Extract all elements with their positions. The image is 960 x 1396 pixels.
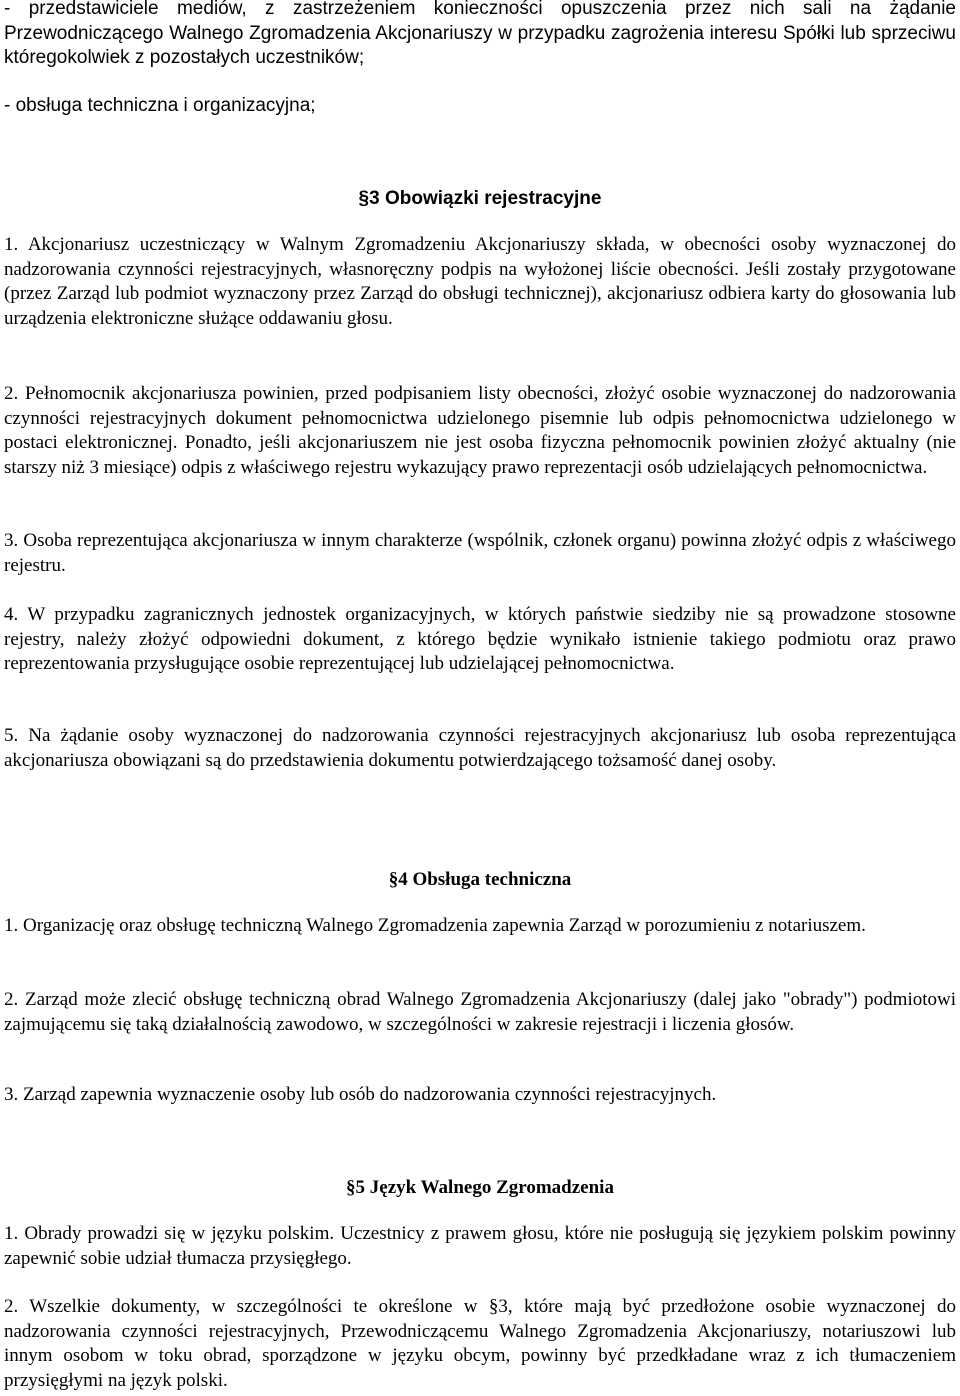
section-3-paragraph-5: 5. Na żądanie osoby wyznaczonej do nadzorowania czynności rejestracyjnych akcjonariusz lub osoba reprezentująca akcjonariusza obowiązani są do przedstawienia dokumentu potwierdzającego tożsamość danej osoby. [4,725,956,771]
section-3-heading: §3 Obowiązki rejestracyjne [358,188,602,209]
media-representatives-clause: - przedstawiciele mediów, z zastrzeżeniem konieczności opuszczenia przez nich sali na żądanie Przewodniczącego Walnego Zgromadzenia Akcjonariuszy w przypadku zagrożenia interesu Spółki lub sprzeciwu któregokolwiek z pozostałych uczestników; [4,0,956,68]
section-3-paragraph-4: 4. W przypadku zagranicznych jednostek organizacyjnych, w których państwie siedziby nie są prowadzone stosowne rejestry, należy złożyć odpowiedni dokument, z którego będzie wynikało istnienie takiego podmiotu oraz prawo reprezentowania przysługujące osobie reprezentującej lub udzielającej pełnomocnictwa. [4,604,956,674]
section-4-paragraph-3: 3. Zarząd zapewnia wyznaczenie osoby lub osób do nadzorowania czynności rejestracyjnych. [4,1084,717,1105]
section-3-paragraph-3: 3. Osoba reprezentująca akcjonariusza w innym charakterze (wspólnik, członek organu) powinna złożyć odpis z właściwego rejestru. [4,530,956,576]
section-4-heading: §4 Obsługa techniczna [388,869,572,890]
section-4-paragraph-1: 1. Organizację oraz obsługę techniczną Walnego Zgromadzenia zapewnia Zarząd w porozumieniu z notariuszem. [4,915,866,936]
technical-staff-clause: - obsługa techniczna i organizacyjna; [4,95,316,116]
section-4-paragraph-2: 2. Zarząd może zlecić obsługę techniczną obrad Walnego Zgromadzenia Akcjonariuszy (dalej jako "obrady") podmiotowi zajmującemu się taką działalnością zawodowo, w szczególności w zakresie rejestracji i liczenia głosów. [4,989,956,1035]
section-5-paragraph-2: 2. Wszelkie dokumenty, w szczególności te określone w §3, które mają być przedłożone osobie wyznaczonej do nadzorowania czynności rejestracyjnych, Przewodniczącemu Walnego Zgromadzenia Akcjonariuszy, notariuszowi lub innym osobom w toku obrad, sporządzone w języku obcym, powinny być przedkładane wraz z ich tłumaczeniem przysięgłymi na język polski. [4,1296,956,1391]
section-5-paragraph-1: 1. Obrady prowadzi się w języku polskim. Uczestnicy z prawem głosu, które nie posługują się językiem polskim powinny zapewnić sobie udział tłumacza przysięgłego. [4,1223,956,1269]
section-3-paragraph-2: 2. Pełnomocnik akcjonariusza powinien, przed podpisaniem listy obecności, złożyć osobie wyznaczonej do nadzorowania czynności rejestracyjnych dokument pełnomocnictwa udzielonego pisemnie lub odpis pełnomocnictwa udzielonego w postaci elektronicznej. Ponadto, jeśli akcjonariuszem nie jest osoba fizyczna pełnomocnik powinien złożyć aktualny (nie starszy niż 3 miesiące) odpis z właściwego rejestru wykazujący prawo reprezentacji osób udzielających pełnomocnictwa. [4,383,956,478]
section-3-paragraph-1: 1. Akcjonariusz uczestniczący w Walnym Zgromadzeniu Akcjonariuszy składa, w obecności osoby wyznaczonej do nadzorowania czynności rejestracyjnych, własnoręczny podpis na wyłożonej liście obecności. Jeśli zostały przygotowane (przez Zarząd lub podmiot wyznaczony przez Zarząd do obsługi technicznej), akcjonariusz odbiera karty do głosowania lub urządzenia elektroniczne służące oddawaniu głosu. [4,234,956,329]
section-5-heading: §5 Język Walnego Zgromadzenia [346,1177,614,1198]
